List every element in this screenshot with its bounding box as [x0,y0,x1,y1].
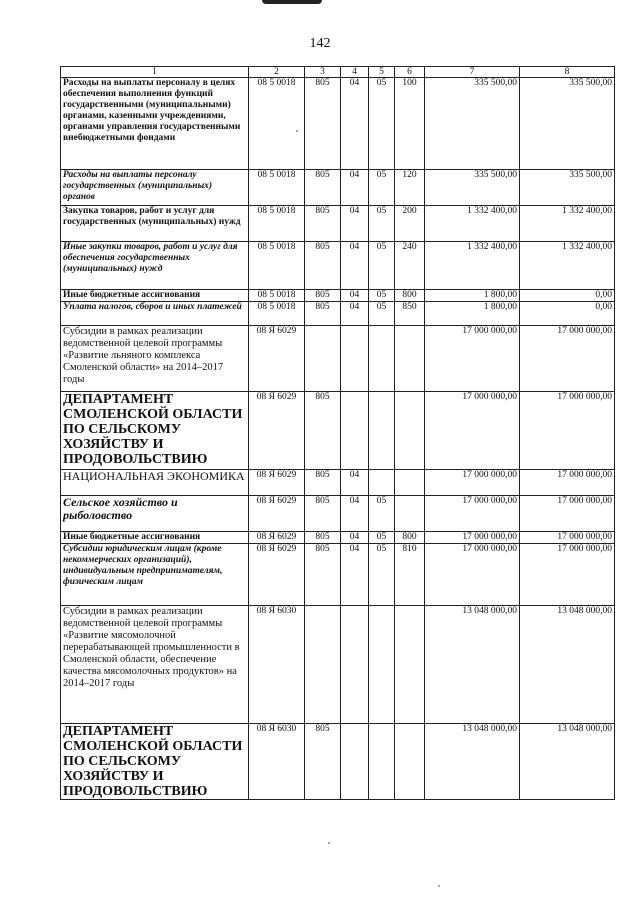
ministry-code: 805 [305,302,341,326]
amount-year-1: 17 000 000,00 [425,392,520,470]
expense-type-code [395,326,425,392]
amount-year-1: 1 332 400,00 [425,242,520,290]
table-row [61,78,615,170]
section-code: 04 [341,544,369,606]
target-article-code: 08 5 0018 [249,290,305,302]
section-code: 04 [341,242,369,290]
table-row [61,290,615,302]
ministry-code: 805 [305,724,341,800]
target-article-code: 08 5 0018 [249,206,305,242]
row-name: Субсидии юридическим лицам (кроме некоммерческих организаций), индивидуальным предпринимателям, физическим лицам [61,544,249,606]
row-name: Уплата налогов, сборов и иных платежей [61,302,249,326]
ministry-code: 805 [305,78,341,170]
ministry-code: 805 [305,242,341,290]
amount-year-2: 17 000 000,00 [520,544,615,606]
expense-type-code [395,392,425,470]
amount-year-2: 17 000 000,00 [520,392,615,470]
subsection-code: 05 [369,242,395,290]
amount-year-2: 1 332 400,00 [520,206,615,242]
subsection-code: 05 [369,290,395,302]
table-row [61,532,615,544]
table-row [61,392,615,470]
table-row [61,724,615,800]
section-code [341,392,369,470]
subsection-code: 05 [369,206,395,242]
table-row [61,170,615,206]
binding-mark [262,0,322,4]
expense-type-code: 800 [395,532,425,544]
target-article-code: 08 Я 6029 [249,532,305,544]
target-article-code: 08 Я 6029 [249,470,305,496]
column-number: 1 [61,67,249,78]
amount-year-2: 13 048 000,00 [520,606,615,724]
section-code: 04 [341,532,369,544]
expense-type-code [395,496,425,532]
subsection-code: 05 [369,78,395,170]
target-article-code: 08 Я 6029 [249,544,305,606]
target-article-code: 08 Я 6029 [249,392,305,470]
section-code [341,724,369,800]
expense-type-code [395,470,425,496]
target-article-code: 08 Я 6030 [249,606,305,724]
amount-year-2: 17 000 000,00 [520,326,615,392]
section-code: 04 [341,290,369,302]
row-name: Расходы на выплаты персоналу в целях обеспечения выполнения функций государственными (муниципальными) органами, казенными учреждениями, органами управления государственными внебюджетными фондами [61,78,249,170]
amount-year-2: 17 000 000,00 [520,532,615,544]
ministry-code: 805 [305,532,341,544]
subsection-code: 05 [369,170,395,206]
column-number: 6 [395,67,425,78]
section-code: 04 [341,470,369,496]
row-name: Субсидии в рамках реализации ведомственной целевой программы «Развитие мясомолочной перерабатывающей промышленности в Смоленской области, обеспечение качества мясомолочных продуктов» на 2014–2017 годы [61,606,249,724]
scan-speck [438,885,440,887]
row-name: Закупка товаров, работ и услуг для государственных (муниципальных) нужд [61,206,249,242]
table-row [61,326,615,392]
amount-year-1: 13 048 000,00 [425,606,520,724]
row-name: Расходы на выплаты персоналу государственных (муниципальных) органов [61,170,249,206]
row-name: Сельское хозяйство и рыболовство [61,496,249,532]
amount-year-1: 1 332 400,00 [425,206,520,242]
amount-year-2: 17 000 000,00 [520,496,615,532]
section-code: 04 [341,78,369,170]
subsection-code: 05 [369,532,395,544]
target-article-code: 08 5 0018 [249,302,305,326]
expense-type-code [395,606,425,724]
amount-year-1: 17 000 000,00 [425,544,520,606]
column-number-row [61,67,615,78]
amount-year-1: 335 500,00 [425,78,520,170]
amount-year-1: 1 800,00 [425,302,520,326]
subsection-code [369,724,395,800]
ministry-code: 805 [305,170,341,206]
amount-year-1: 17 000 000,00 [425,326,520,392]
subsection-code [369,606,395,724]
row-name: Иные бюджетные ассигнования [61,532,249,544]
expense-type-code [395,724,425,800]
ministry-code: 805 [305,544,341,606]
subsection-code: 05 [369,496,395,532]
target-article-code: 08 Я 6029 [249,496,305,532]
column-number: 3 [305,67,341,78]
amount-year-2: 17 000 000,00 [520,470,615,496]
target-article-code: 08 5 0018 [249,242,305,290]
ministry-code: 805 [305,206,341,242]
page-number: 142 [309,36,331,51]
expense-type-code: 800 [395,290,425,302]
target-article-code: 08 5 0018 [249,78,305,170]
expense-type-code: 810 [395,544,425,606]
amount-year-1: 17 000 000,00 [425,496,520,532]
section-code [341,606,369,724]
ministry-code [305,606,341,724]
target-article-code: 08 Я 6030 [249,724,305,800]
expense-type-code: 200 [395,206,425,242]
ministry-code: 805 [305,392,341,470]
amount-year-2: 0,00 [520,302,615,326]
row-name: Иные закупки товаров, работ и услуг для обеспечения государственных (муниципальных) нужд [61,242,249,290]
table-row [61,242,615,290]
expense-type-code: 240 [395,242,425,290]
section-code [341,326,369,392]
section-code: 04 [341,302,369,326]
expense-type-code: 120 [395,170,425,206]
section-code: 04 [341,206,369,242]
row-name: НАЦИОНАЛЬНАЯ ЭКОНОМИКА [61,470,249,496]
amount-year-1: 17 000 000,00 [425,470,520,496]
column-number: 8 [520,67,615,78]
target-article-code: 08 Я 6029 [249,326,305,392]
amount-year-1: 17 000 000,00 [425,532,520,544]
subsection-code [369,326,395,392]
row-name: ДЕПАРТАМЕНТ СМОЛЕНСКОЙ ОБЛАСТИ ПО СЕЛЬСКОМУ ХОЗЯЙСТВУ И ПРОДОВОЛЬСТВИЮ [61,392,249,470]
subsection-code: 05 [369,302,395,326]
table-row [61,496,615,532]
table-row [61,470,615,496]
ministry-code: 805 [305,470,341,496]
scan-speck [296,130,298,132]
ministry-code: 805 [305,290,341,302]
column-number: 2 [249,67,305,78]
subsection-code [369,392,395,470]
subsection-code: 05 [369,544,395,606]
amount-year-2: 335 500,00 [520,170,615,206]
amount-year-2: 13 048 000,00 [520,724,615,800]
amount-year-2: 0,00 [520,290,615,302]
row-name: ДЕПАРТАМЕНТ СМОЛЕНСКОЙ ОБЛАСТИ ПО СЕЛЬСКОМУ ХОЗЯЙСТВУ И ПРОДОВОЛЬСТВИЮ [61,724,249,800]
amount-year-2: 1 332 400,00 [520,242,615,290]
column-number: 4 [341,67,369,78]
row-name: Иные бюджетные ассигнования [61,290,249,302]
column-number: 7 [425,67,520,78]
amount-year-1: 13 048 000,00 [425,724,520,800]
table-row [61,606,615,724]
target-article-code: 08 5 0018 [249,170,305,206]
ministry-code [305,326,341,392]
table-row [61,302,615,326]
section-code: 04 [341,496,369,532]
table-row [61,206,615,242]
ministry-code: 805 [305,496,341,532]
expense-type-code: 850 [395,302,425,326]
table-row [61,544,615,606]
amount-year-2: 335 500,00 [520,78,615,170]
amount-year-1: 335 500,00 [425,170,520,206]
subsection-code [369,470,395,496]
section-code: 04 [341,170,369,206]
row-name: Субсидии в рамках реализации ведомственной целевой программы «Развитие льняного комплекса Смоленской области» на 2014–2017 годы [61,326,249,392]
amount-year-1: 1 800,00 [425,290,520,302]
scan-speck [328,842,330,844]
column-number: 5 [369,67,395,78]
expense-type-code: 100 [395,78,425,170]
budget-table [60,66,615,800]
